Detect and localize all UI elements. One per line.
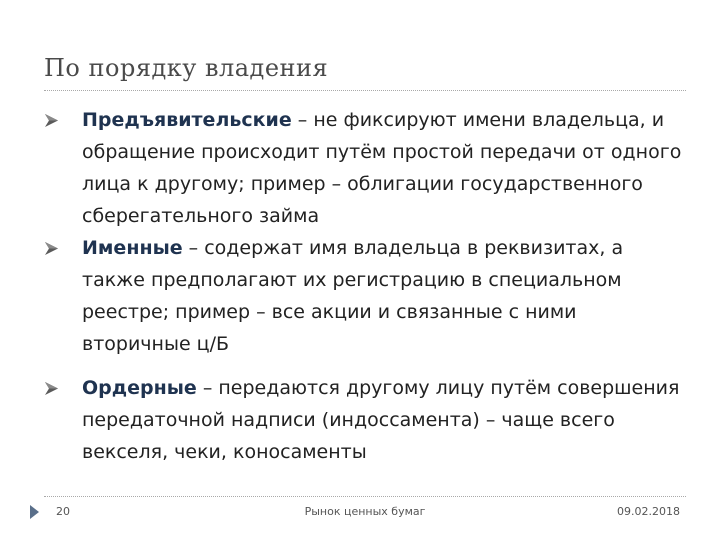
bullet-term: Ордерные [82, 377, 197, 399]
arrow-bullet-icon [45, 242, 58, 255]
bullet-term: Именные [82, 237, 183, 259]
bullet-term: Предъявительские [82, 109, 292, 131]
footer-title: Рынок ценных бумаг [304, 505, 426, 518]
bullet-text: – передаются другому лицу путём совершения передаточной надписи (индоссамента) – чаще всего векселя, чеки, коносаменты [82, 377, 680, 463]
bullet-text: – содержат имя владельца в реквизитах, а также предполагают их регистрацию в специальном реестре; пример – все акции и связанные с ними вторичные ц/Б [82, 237, 624, 355]
triangle-marker-icon [30, 505, 39, 519]
bullet-item-order [45, 372, 690, 468]
slide-title: По порядку владения [44, 54, 329, 82]
page-number: 20 [56, 505, 70, 518]
bullet-list [45, 104, 690, 468]
footer-divider [44, 496, 686, 497]
arrow-bullet-icon [45, 114, 58, 127]
title-divider [44, 90, 686, 91]
bullet-item-registered [45, 232, 690, 360]
footer-date: 09.02.2018 [617, 505, 680, 518]
bullet-text: – не фиксируют имени владельца, и обращение происходит путём простой передачи от одного лица к другому; пример – облигации государственного сберегательного займа [82, 109, 682, 227]
arrow-bullet-icon [45, 382, 58, 395]
bullet-item-bearer [45, 104, 690, 232]
